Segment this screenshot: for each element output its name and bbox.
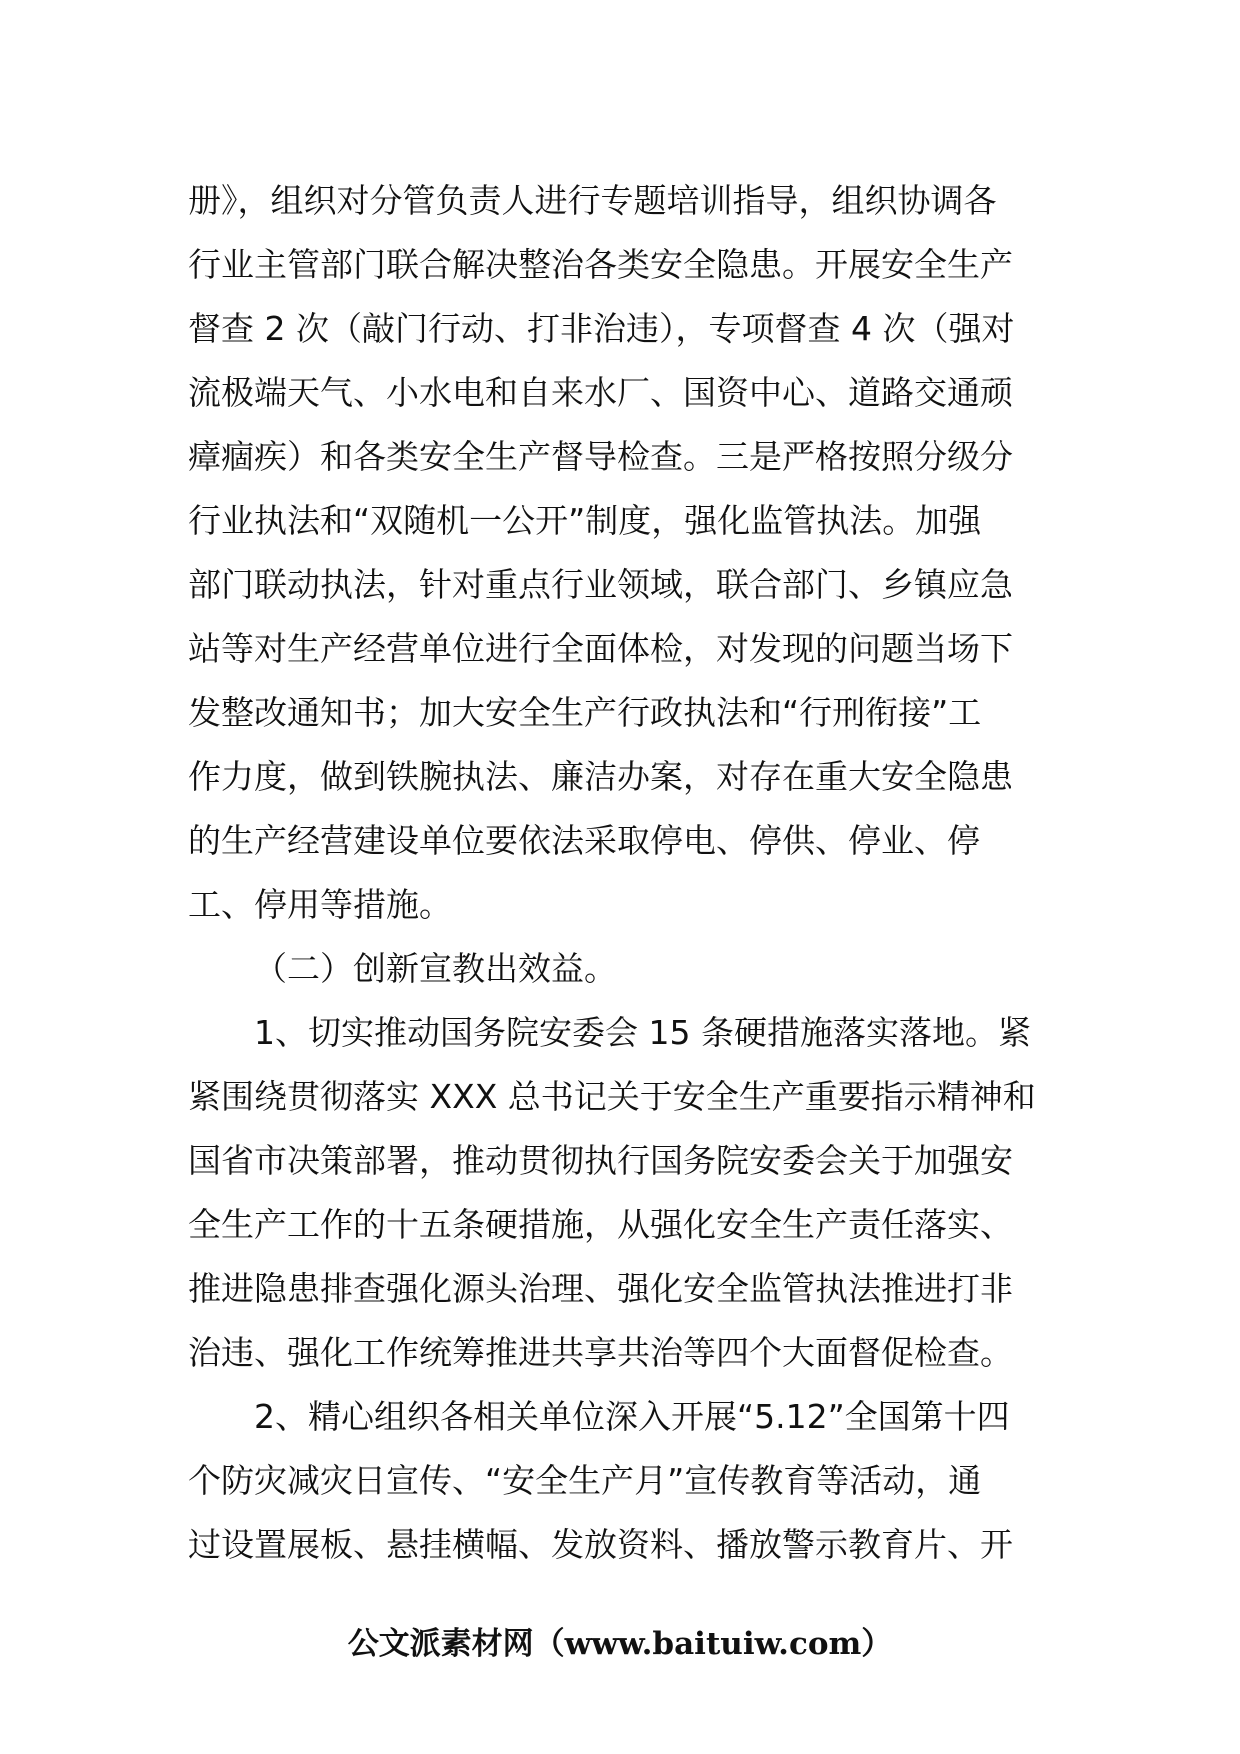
document-body	[188, 169, 1058, 1577]
text-line: 治违、强化工作统筹推进共享共治等四个大面督促检查。	[188, 1333, 1013, 1372]
text-line: 发整改通知书；加大安全生产行政执法和“行刑衔接”工	[188, 693, 982, 732]
text-line: 2、精心组织各相关单位深入开展“5.12”全国第十四	[254, 1397, 1010, 1436]
text-line: 过设置展板、悬挂横幅、发放资料、播放警示教育片、开	[188, 1525, 1013, 1564]
text-line: 作力度，做到铁腕执法、廉洁办案，对存在重大安全隐患	[188, 757, 1013, 796]
text-line: 站等对生产经营单位进行全面体检，对发现的问题当场下	[188, 629, 1013, 668]
text-line: 全生产工作的十五条硬措施，从强化安全生产责任落实、	[188, 1205, 1013, 1244]
text-line: 流极端天气、小水电和自来水厂、国资中心、道路交通顽	[188, 373, 1013, 412]
text-line: 行业执法和“双随机一公开”制度，强化监管执法。加强	[188, 501, 982, 540]
text-line: 行业主管部门联合解决整治各类安全隐患。开展安全生产	[188, 245, 1013, 284]
section-heading: （二）创新宣教出效益。	[254, 949, 617, 988]
text-line: 紧围绕贯彻落实 XXX 总书记关于安全生产重要指示精神和	[188, 1077, 1036, 1116]
text-line: 瘴痼疾）和各类安全生产督导检查。三是严格按照分级分	[188, 437, 1013, 476]
text-line: 国省市决策部署，推动贯彻执行国务院安委会关于加强安	[188, 1141, 1013, 1180]
text-line: 督查 2 次（敲门行动、打非治违），专项督查 4 次（强对	[188, 309, 1015, 348]
text-line: 1、切实推动国务院安委会 15 条硬措施落实落地。紧	[254, 1013, 1031, 1052]
text-line: 册》，组织对分管负责人进行专题培训指导，组织协调各	[188, 181, 997, 220]
text-line: 推进隐患排查强化源头治理、强化安全监管执法推进打非	[188, 1269, 1013, 1308]
text-line: 的生产经营建设单位要依法采取停电、停供、停业、停	[188, 821, 980, 860]
text-line: 部门联动执法，针对重点行业领域，联合部门、乡镇应急	[188, 565, 1013, 604]
footer-watermark: 公文派素材网（www.baituiw.com）	[347, 1626, 893, 1662]
text-line: 个防灾减灾日宣传、“安全生产月”宣传教育等活动，通	[188, 1461, 982, 1500]
text-line: 工、停用等措施。	[188, 885, 452, 924]
